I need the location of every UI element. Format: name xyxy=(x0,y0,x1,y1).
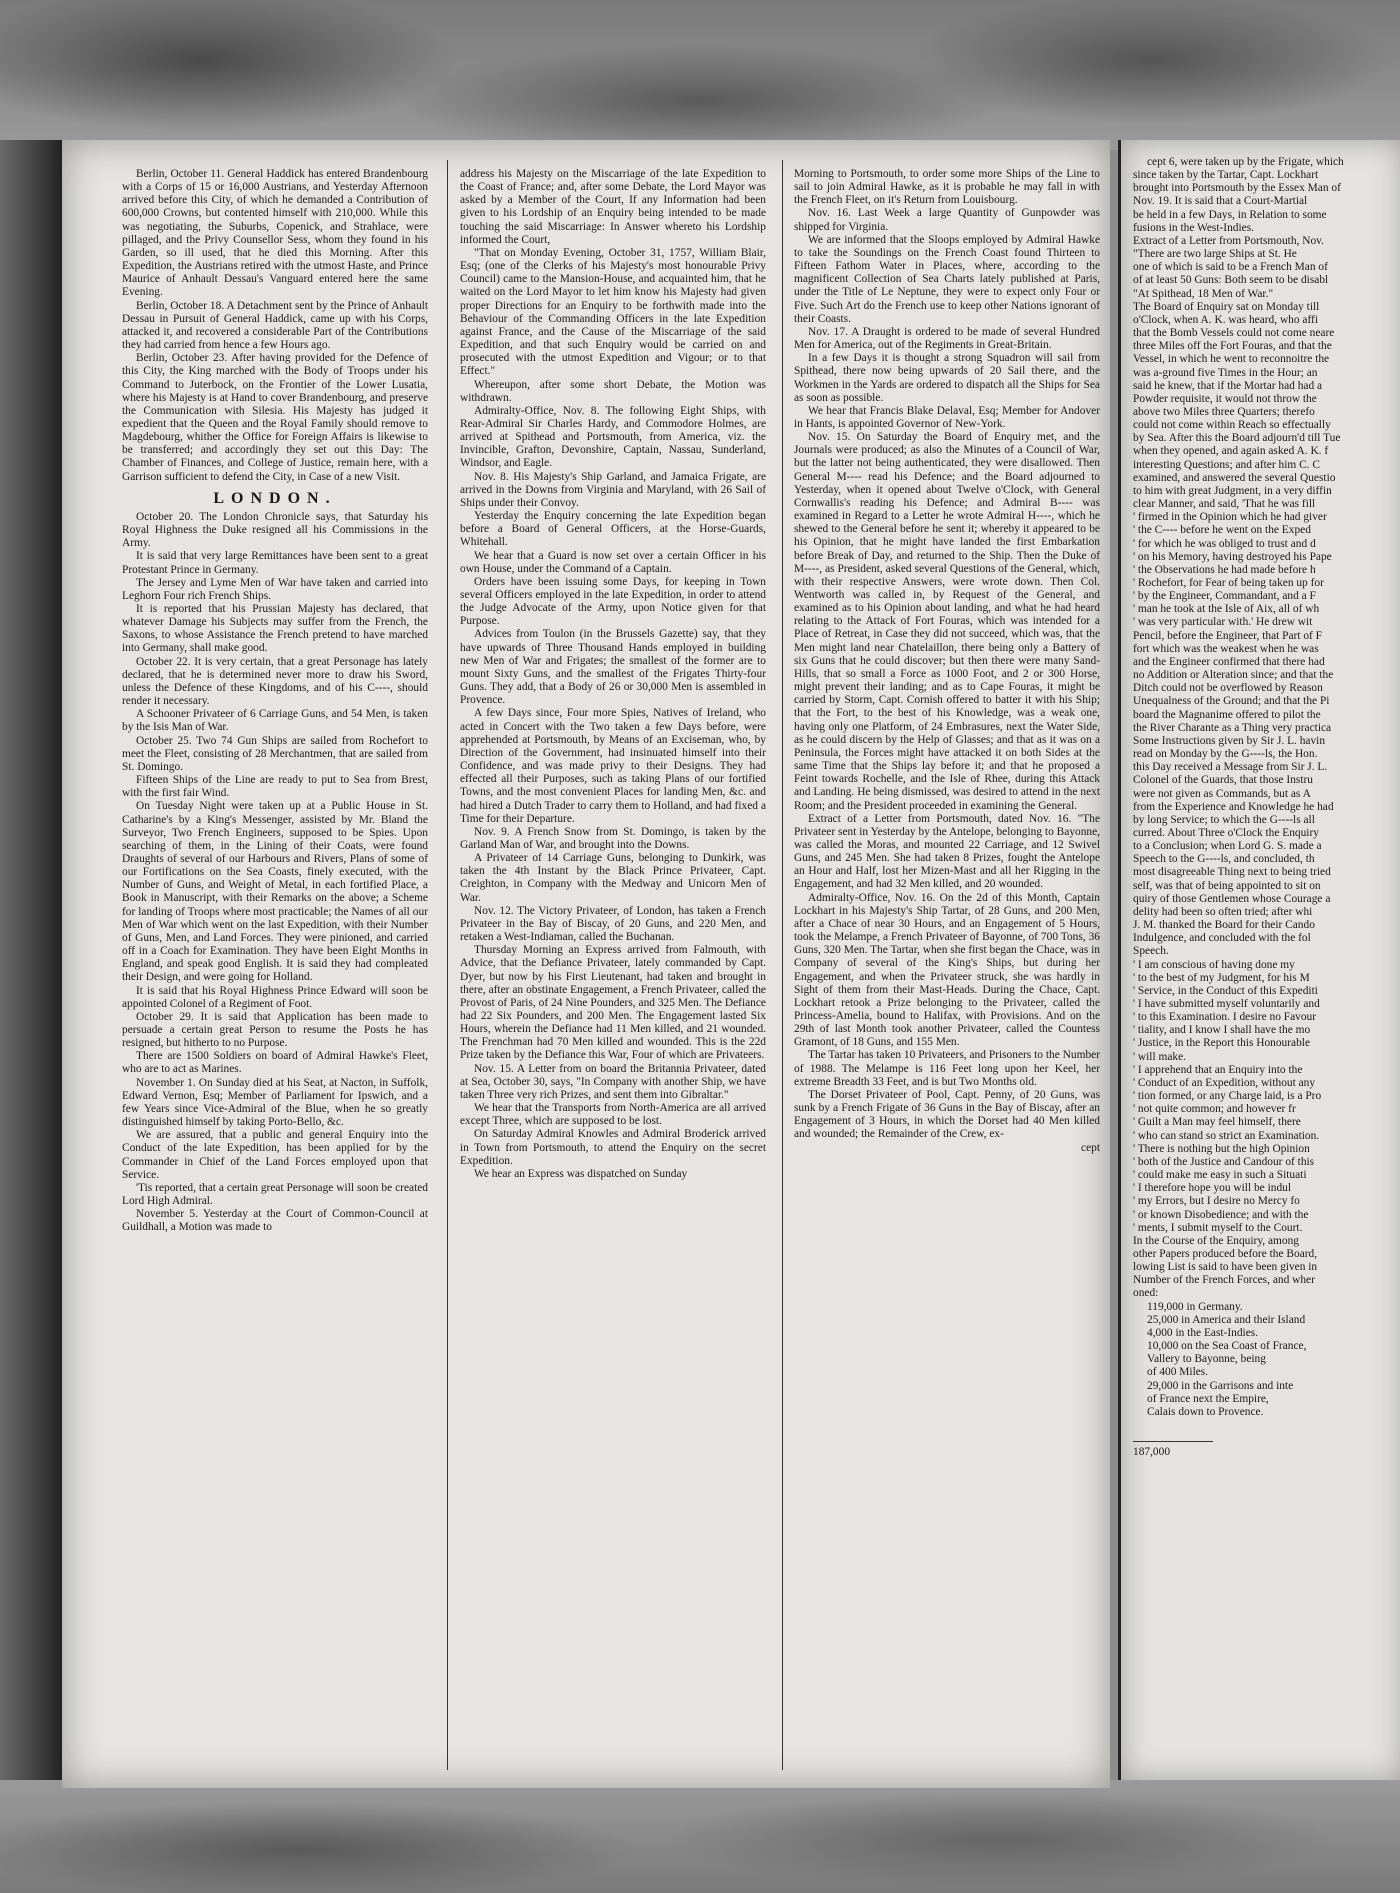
text-line: ' to the best of my Judgment, for his M xyxy=(1133,971,1310,984)
list-item: 10,000 on the Sea Coast of France, xyxy=(1147,1340,1307,1353)
article-paragraph: We hear that a Guard is now set over a certain Officer in his own House, under the Command of a Captain. xyxy=(460,549,766,575)
text-line: "At Spithead, 18 Men of War." xyxy=(1133,287,1274,300)
text-line: above two Miles three Quarters; therefo xyxy=(1133,405,1315,418)
text-line: oned: xyxy=(1133,1287,1159,1300)
text-line: fusions in the West-Indies. xyxy=(1133,221,1254,234)
text-line: In the Course of the Enquiry, among xyxy=(1133,1234,1299,1247)
column-1-bottom xyxy=(122,511,428,1235)
text-line: ' the C---- before he went on the Exped xyxy=(1133,524,1311,537)
text-line: that the Bomb Vessels could not come neare xyxy=(1133,327,1335,340)
text-line: ' man he took at the Isle of Aix, all of wh xyxy=(1133,603,1320,616)
text-line: when they opened, and again asked A. K. f xyxy=(1133,445,1329,458)
text-line: ' to this Examination. I desire no Favour xyxy=(1133,1011,1317,1024)
text-line: ' ments, I submit myself to the Court. xyxy=(1133,1221,1303,1234)
text-line: Colonel of the Guards, that those Instru xyxy=(1133,774,1314,787)
list-item: 4,000 in the East-Indies. xyxy=(1147,1326,1259,1339)
text-line: read on Monday by the G----ls, the Hon. xyxy=(1133,748,1318,761)
text-line: ' or known Disobedience; and with the xyxy=(1133,1208,1309,1221)
text-line: said he knew, that if the Mortar had had a xyxy=(1133,379,1323,392)
text-line: to him with great Judgment, in a very diffin xyxy=(1133,484,1332,497)
article-paragraph: A Schooner Privateer of 6 Carriage Guns, and 54 Men, is taken by the Isis Man of War. xyxy=(122,708,428,734)
column-rule xyxy=(782,160,783,1770)
text-line: quiry of those Gentlemen whose Courage a xyxy=(1133,892,1331,905)
article-paragraph: Orders have been issuing some Days, for keeping in Town several Officers employed in the late Expedition, in order to attend the Judge Advocate of the Army, upon Notice given for that Purpose. xyxy=(460,575,766,628)
article-paragraph: It is reported that his Prussian Majesty has declared, that whatever Damage his Subjects may suffer from the French, the Saxons, to whose Assistance the French pretend to have marched into Germany, shall make good. xyxy=(122,603,428,655)
text-line: other Papers produced before the Board, xyxy=(1133,1247,1318,1260)
text-line: ' tion formed, or any Charge laid, is a Pro xyxy=(1133,1090,1322,1103)
text-line: board the Magnanime offered to pilot the xyxy=(1133,708,1321,721)
text-line: interesting Questions; and after him C. C xyxy=(1133,458,1320,471)
article-paragraph: Advices from Toulon (in the Brussels Gazette) say, that they have upwards of Three Thousand Hands employed in building new Men of War and Frigates; the smallest of the former are to mount Sixty Guns, and the smallest of the Frigates Thirty-four Guns. They add, that a Body of 26 or 30,000 Men is assembled in Provence. xyxy=(460,628,766,707)
article-paragraph: October 29. It is said that Application has been made to persuade a certain great Person to resume the Posts he has resigned, but hitherto to no Purpose. xyxy=(122,1010,428,1050)
text-line: ' I apprehend that an Enquiry into the xyxy=(1133,1063,1303,1076)
text-line: Extract of a Letter from Portsmouth, Nov. xyxy=(1133,234,1324,247)
text-line: ' was very particular with.' He drew wit xyxy=(1133,616,1313,629)
article-paragraph: Nov. 15. A Letter from on board the Britannia Privateer, dated at Sea, October 30, says, "In Company with another Ship, we have taken Three very rich Prizes, and sent them into Gibraltar." xyxy=(460,1062,766,1101)
column-3 xyxy=(794,168,1100,1758)
text-line: ' who can stand so strict an Examination. xyxy=(1133,1129,1320,1142)
text-line: curred. About Three o'Clock the Enquiry xyxy=(1133,826,1319,839)
article-paragraph: November 5. Yesterday at the Court of Common-Council at Guildhall, a Motion was made to xyxy=(122,1208,428,1234)
text-line: this Day received a Message from Sir J. L. xyxy=(1133,761,1328,774)
article-paragraph: It is said that his Royal Highness Prince Edward will soon be appointed Colonel of a Regiment of Foot. xyxy=(122,984,428,1010)
article-paragraph: November 1. On Sunday died at his Seat, at Nacton, in Suffolk, Edward Vernon, Esq; Member of Parliament for Ipswich, and a few Years since Vice-Admiral of the Blue, when he so greatly distinguished himself by taking Porto-Bello, &c. xyxy=(122,1076,428,1129)
text-line: ' There is nothing but the high Opinion xyxy=(1133,1142,1310,1155)
text-line: cept 6, were taken up by the Frigate, which xyxy=(1147,156,1344,168)
text-line: Vessel, in which he went to reconnoitre the xyxy=(1133,353,1330,366)
article-paragraph: Thursday Morning an Express arrived from Falmouth, with Advice, that the Defiance Privateer, lately commanded by Capt. Dyer, but now by his First Lieutenant, had taken and brought in there, after an obstinate Engagement, a French Privateer, called the Provost of Paris, of 24 Nine Pounders, and 325 Men. The Defiance had 22 Six Pounders, and 200 Men. The Engagement lasted Six Hours, wherein the Defiance had 11 Men killed, and 21 wounded. The Frenchman had 70 Men killed and wounded. This is the 22d Prize taken by the Defiance this War, Four of which are Privateers. xyxy=(460,944,766,1062)
list-item: of France next the Empire, xyxy=(1147,1392,1269,1405)
text-line: Speech to the G----ls, and concluded, th xyxy=(1133,853,1315,866)
catchword: cept xyxy=(1081,1141,1100,1154)
french-forces-list xyxy=(1133,1301,1400,1419)
article-paragraph: The Jersey and Lyme Men of War have taken and carried into Leghorn Four rich French Ships. xyxy=(122,576,428,602)
text-line: Indulgence, and concluded with the fol xyxy=(1133,932,1311,945)
list-item: Vallery to Bayonne, being xyxy=(1147,1353,1266,1366)
list-item: of 400 Miles. xyxy=(1147,1366,1209,1379)
left-newspaper-page xyxy=(62,140,1110,1788)
text-line: three Miles off the Fort Fouras, and that the xyxy=(1133,340,1332,353)
photocopy-shadow-top xyxy=(0,0,1400,150)
list-item: Calais down to Provence. xyxy=(1147,1405,1264,1418)
column-1 xyxy=(122,168,428,1758)
text-line: ' tiality, and I know I shall have the mo xyxy=(1133,1024,1311,1037)
article-paragraph: In a few Days it is thought a strong Squadron will sail from Spithead, there now being upwards of 20 Sail there, and the Workmen in the Yards are ordered to dispatch all the Ships for Sea as soon as possible. xyxy=(794,352,1100,404)
text-line: of at least 50 Guns: Both seem to be disabl xyxy=(1133,274,1329,287)
text-line: J. M. thanked the Board for their Cando xyxy=(1133,919,1315,932)
text-line: ' Service, in the Conduct of this Expediti xyxy=(1133,984,1318,997)
article-paragraph: We are assured, that a public and general Enquiry into the Conduct of the late Expedition, has been applied for by the Commander in Chief of the Land Forces employed upon that Service. xyxy=(122,1129,428,1181)
list-item: 25,000 in America and their Island xyxy=(1147,1313,1306,1326)
text-line: o'Clock, when A. K. was heard, who affi xyxy=(1133,313,1319,326)
text-line: the River Charante as a Thing very practica xyxy=(1133,721,1332,734)
article-paragraph: On Tuesday Night were taken up at a Public House in St. Catharine's by a King's Messenger, assisted by Mr. Bland the Surveyor, Two French Engineers, supposed to be Spies. Upon searching of them, in the Lining of their Coats, were found Draughts of several of our Harbours and Rivers, Plans of some of our Fortifications on the Sea Coasts, finely executed, with the Number of Guns, and Weight of Metal, in each fortified Place, a Book in Manuscript, with their Remarks on the above; a Scheme for landing of Troops where most practicable; the Names of all our Men of War which went on the last Expedition, with their Number of Guns, Men, and Land Forces. They were pinioned, and carried off in a Coach for Examination. They have been Eight Months in England, and speak good English. It is said they had compleated their Design, and were going for Holland. xyxy=(122,800,428,984)
text-line: lowing List is said to have been given in xyxy=(1133,1261,1318,1274)
text-line: Unequalness of the Ground; and that the Pi xyxy=(1133,695,1330,708)
article-paragraph: Berlin, October 18. A Detachment sent by the Prince of Anhault Dessau in Pursuit of General Haddick, came up with his Corps, attacked it, and recovered a considerable Part of the Contributions they had carried from hence a few Hours ago. xyxy=(122,299,428,352)
text-line: ' not quite common; and however fr xyxy=(1133,1103,1296,1116)
text-line: Speech. xyxy=(1133,945,1169,958)
article-paragraph: address his Majesty on the Miscarriage of the late Expedition to the Coast of France; and, after some Debate, the Lord Mayor was asked by a Member of the Court, If any Information had been given to his Lordship of an Enquiry being intended to be made touching the said Miscarriage: In Answer whereto his Lordship informed the Court, xyxy=(460,168,766,246)
article-paragraph: October 22. It is very certain, that a great Personage has lately declared, that he is determined never more to draw his Sword, unless the Defence of these Kingdoms, and of his C----, should render it necessary. xyxy=(122,655,428,708)
text-line: ' my Errors, but I desire no Mercy fo xyxy=(1133,1195,1300,1208)
text-line: ' both of the Justice and Candour of this xyxy=(1133,1155,1315,1168)
text-line: ' Justice, in the Report this Honourable xyxy=(1133,1037,1310,1050)
text-line: Pencil, before the Engineer, that Part of F xyxy=(1133,629,1323,642)
article-paragraph: Fifteen Ships of the Line are ready to put to Sea from Brest, with the first fair Wind. xyxy=(122,774,428,800)
article-paragraph: Yesterday the Enquiry concerning the late Expedition began before a Board of General Officers, at the Horse-Guards, Whitehall. xyxy=(460,510,766,549)
text-line: ' for which he was obliged to trust and d xyxy=(1133,537,1316,550)
article-paragraph: Nov. 9. A French Snow from St. Domingo, is taken by the Garland Man of War, and brought into the Downs. xyxy=(460,825,766,851)
article-paragraph: Admiralty-Office, Nov. 16. On the 2d of this Month, Captain Lockhart in his Majesty's Ship Tartar, of 28 Guns, and 200 Men, after a Chace of near 30 Hours, and an Engagement of 5 Hours, took the Melampe, a French Privateer of Bayonne, of 700 Tons, 36 Guns, 320 Men. The Tartar, when she first began the Chace, was in Company of several of the King's Ships, but during her Engagement, and when the Privateer struck, she was hardly in Sight of them from their Mast-Heads. During the Chace, Capt. Lockhart retook a Prize belonging to the Privateer, called the Princess-Amelia, bound to Halifax, with Provisions. And on the 29th of last Month took another Privateer, called the Countess Gramont, of 18 Guns, and 155 Men. xyxy=(794,891,1100,1049)
text-line: ' could make me easy in such a Situati xyxy=(1133,1169,1307,1182)
article-paragraph: October 25. Two 74 Gun Ships are sailed from Rochefort to meet the Fleet, consisting of 28 Merchantmen, that are sailed from St. Domingo. xyxy=(122,734,428,773)
article-paragraph: Morning to Portsmouth, to order some more Ships of the Line to sail to join Admiral Hawke, as it is probable he may fall in with the French Fleet, on it's Return from Louisbourg. xyxy=(794,168,1100,207)
text-line: ' I am conscious of having done my xyxy=(1133,958,1295,971)
text-line: since taken by the Tartar, Capt. Lockhart xyxy=(1133,169,1319,182)
text-line: were not given as Commands, but as A xyxy=(1133,787,1311,800)
right-page-text xyxy=(1133,156,1400,1301)
article-paragraph: Nov. 17. A Draught is ordered to be made of several Hundred Men for America, out of the Regiments in Great-Britain. xyxy=(794,325,1100,352)
text-line: by Sea. After this the Board adjourn'd till Tue xyxy=(1133,432,1341,445)
text-line: ' Guilt a Man may feel himself, there xyxy=(1133,1116,1301,1129)
article-paragraph: "That on Monday Evening, October 31, 1757, William Blair, Esq; (one of the Clerks of his Majesty's most honourable Privy Council) came to the Mansion-House, and acquainted him, that he waited on the Lord Mayor to let him know his Majesty had given proper Directions for an Enquiry to be forthwith made into the Behaviour of the Commanding Officers in the late Expedition against France, and the Cause of the Miscarriage of the said Expedition, and that such Enquiry would be carried on and prosecuted with the utmost Expedition and Vigour; or to that Effect." xyxy=(460,246,766,378)
text-line: ' by the Engineer, Commandant, and a F xyxy=(1133,590,1316,603)
article-paragraph: We hear an Express was dispatched on Sunday xyxy=(474,1167,688,1180)
article-paragraph: Berlin, October 23. After having provided for the Defence of this City, the King marched with the Body of Troops under his Command to Juterbock, on the Frontier of the Lower Lusatia, where his Majesty is at Hand to cover Brandenbourg, and preserve the Communication with Silesia. His Majesty has judged it expedient that the Queen and the Royal Family should remove to Magdebourg, whither the Office for Foreign Affairs is likewise to be transferred; and accordingly they set out this Day: The Chamber of Finances, and College of Justice, remain here, with a Garrison sufficient to defend the City, in Case of a new Visit. xyxy=(122,352,428,483)
text-line: Nov. 19. It is said that a Court-Martial xyxy=(1133,195,1308,208)
text-line: self, was that of being appointed to sit on xyxy=(1133,879,1321,892)
text-line: to a Conclusion; when Lord G. S. made a xyxy=(1133,840,1322,853)
article-paragraph: The Tartar has taken 10 Privateers, and Prisoners to the Number of 1988. The Melampe is 116 Feet long upon her Keel, her extreme Breadth 33 Feet, and is but Two Months old. xyxy=(794,1049,1100,1088)
text-line: one of which is said to be a French Man of xyxy=(1133,261,1328,274)
text-line: fort which was the weakest when he was xyxy=(1133,642,1319,655)
column-2 xyxy=(460,168,766,1758)
article-paragraph: There are 1500 Soldiers on board of Admiral Hawke's Fleet, who are to act as Marines. xyxy=(122,1050,428,1076)
article-paragraph: On Saturday Admiral Knowles and Admiral Broderick arrived in Town from Portsmouth, to attend the Enquiry on the secret Expedition. xyxy=(460,1128,766,1167)
text-line: no Addition or Alteration since; and that the xyxy=(1133,669,1334,682)
right-page-column xyxy=(1133,156,1400,1766)
text-line: The Board of Enquiry sat on Monday till xyxy=(1133,300,1320,313)
text-line: ' the Observations he had made before h xyxy=(1133,563,1316,576)
text-line: from the Experience and Knowledge he had xyxy=(1133,800,1334,813)
text-line: examined, and answered the several Questio xyxy=(1133,471,1336,484)
text-line: clear Manner, and said, 'That he was fill xyxy=(1133,498,1316,511)
article-paragraph: Nov. 12. The Victory Privateer, of London, has taken a French Privateer in the Bay of Biscay, of 20 Guns, and 220 Men, and retaken a West-Indiaman, called the Buchanan. xyxy=(460,904,766,944)
text-line: was a-ground five Times in the Hour; an xyxy=(1133,366,1318,379)
article-paragraph: It is said that very large Remittances have been sent to a great Protestant Prince in Germany. xyxy=(122,550,428,576)
text-line: ' on his Memory, having destroyed his Pape xyxy=(1133,550,1332,563)
article-paragraph: Nov. 8. His Majesty's Ship Garland, and Jamaica Frigate, are arrived in the Downs from Virginia and Maryland, with 26 Sail of Ships under their Convoy. xyxy=(460,470,766,509)
text-line: could not come within Reach so effectually xyxy=(1133,419,1331,432)
text-line: delity had been so often tried; after whi xyxy=(1133,905,1313,918)
text-line: ' I therefore hope you will be indul xyxy=(1133,1182,1291,1195)
article-paragraph: Whereupon, after some short Debate, the Motion was withdrawn. xyxy=(460,378,766,404)
list-item: 119,000 in Germany. xyxy=(1147,1300,1243,1313)
photocopy-shadow-bottom xyxy=(0,1780,1400,1893)
book-spine-shadow xyxy=(0,140,62,1893)
article-paragraph: The Dorset Privateer of Pool, Capt. Penny, of 20 Guns, was sunk by a French Frigate of 36 Guns in the Bay of Biscay, after an Engagement of 3 Hours, in which the Dorset had 40 Men killed and wounded; the Remainder of the Crew, ex- xyxy=(794,1088,1100,1141)
text-line: ' Rochefort, for Fear of being taken up for xyxy=(1133,577,1324,589)
text-line: ' will make. xyxy=(1133,1050,1186,1063)
column-1-top xyxy=(122,168,428,484)
article-paragraph: We hear that Francis Blake Delaval, Esq; Member for Andover in Hants, is appointed Governor of New-York. xyxy=(794,404,1100,430)
article-paragraph: October 20. The London Chronicle says, that Saturday his Royal Highness the Duke resigned all his Commissions in the Army. xyxy=(122,510,428,550)
article-paragraph: Nov. 15. On Saturday the Board of Enquiry met, and the Journals were produced; as also the Minutes of a Council of War, but the latter not being authenticated, they were disallowed. Then General M---- read his Defence; and the Board adjourned to Yesterday, when it opened about Twelve o'Clock, with General Cornwallis's reading his Defence; and Admiral B---- was examined in Regard to a Letter he wrote Admiral H----, which he shewed to the General before he sent it; whereby it appeared to be his Opinion, that he might have landed the first Embarkation before Break of Day, and returned to the Ship. Then the Duke of M----, as President, asked several Questions of the General, which, with their respective Answers, were wrote down. Then Col. Wentworth was called in, by Request of the General, and examined as to his Opinion about landing, and what he had heard relating to the Attack of Fort Fouras, which was intended for a Place of Retreat, in Case they did not succeed, which was, that the Men might land near Chatelaillon, there being only a Battery of six Guns that he could discover; but then there were many Sand-Hills, that so small a Force as 1000 Foot, and 2 or 300 Horse, might prevent their landing; and as to Cape Fouras, it might be carried by Storm, Capt. Cornish offered to batter it with his Ship; that the Fort, to the best of his Knowledge, was a weak one, having only one Platform, of 24 Embrasures, next the Water Side, as he could discern by the Help of Glasses; and that as it was on a Peninsula, the Forces might have attacked it on both Sides at the same Time that the Ships lay before it; and that he proposed a Feint towards Rochelle, and the Isle of Rhee, during this Attack and Landing. He being dismissed, was desired to attend in the next Room; and the President proceeded in examining the General. xyxy=(794,431,1100,812)
text-line: ' firmed in the Opinion which he had giver xyxy=(1133,511,1327,524)
list-item: 29,000 in the Garrisons and inte xyxy=(1147,1379,1294,1392)
text-line: brought into Portsmouth by the Essex Man of xyxy=(1133,182,1341,195)
text-line: ' I have submitted myself voluntarily and xyxy=(1133,998,1320,1010)
text-line: Powder requisite, it would not throw the xyxy=(1133,392,1317,405)
text-line: Ditch could not be overflowed by Reason xyxy=(1133,682,1323,695)
text-line: ' Conduct of an Expedition, without any xyxy=(1133,1076,1316,1089)
article-paragraph: A few Days since, Four more Spies, Natives of Ireland, who acted in Concert with the Two taken a few Days before, were apprehended at Portsmouth, by Means of an Exciseman, who, by Direction of the Government, had insinuated himself into their Confidence, and was made privy to their Designs. They had effected all their Purposes, such as taking Plans of our fortified Towns, and the most convenient Places for landing Men, &c. and had hired a Dutch Trader to carry them to Holland, and had fixed a Time for their Departure. xyxy=(460,707,766,825)
article-paragraph: We are informed that the Sloops employed by Admiral Hawke to take the Soundings on the French Coast found Thirteen to Fifteen Fathom Water in Places, where, according to the magnificent Collection of Sea Charts lately published at Paris, under the Title of Le Neptune, they were to expect only Four or Five. Such Art do the French use to keep other Nations ignorant of their Coasts. xyxy=(794,233,1100,325)
text-line: Some Instructions given by Sir J. L. havin xyxy=(1133,734,1326,747)
text-line: be held in a few Days, in Relation to some xyxy=(1133,208,1327,221)
article-paragraph: Admiralty-Office, Nov. 8. The following Eight Ships, with Rear-Admiral Sir Charles Hardy, and Commodore Holmes, are arrived at Spithead and Portsmouth, from America, viz. the Invincible, Grafton, Devonshire, Captain, Nassau, Sunderland, Windsor, and Eagle. xyxy=(460,404,766,470)
text-line: by long Service; to which the G----ls all xyxy=(1133,813,1315,826)
article-paragraph: A Privateer of 14 Carriage Guns, belonging to Dunkirk, was taken the 4th Instant by the Black Prince Privateer, Capt. Creighton, in Company with the Medway and Unicorn Men of War. xyxy=(460,852,766,904)
article-paragraph: Extract of a Letter from Portsmouth, dated Nov. 16. "The Privateer sent in Yesterday by the Antelope, belonging to Bayonne, was called the Moras, and mounted 22 Carriage, and 12 Swivel Guns, and 245 Men. She had taken 8 Prizes, fought the Antelope an Hour and Half, lost her Mizen-Mast and all her Rigging in the Engagement, and had 32 Men killed, and 20 wounded. xyxy=(794,812,1100,891)
article-paragraph: 'Tis reported, that a certain great Personage will soon be created Lord High Admiral. xyxy=(122,1181,428,1208)
text-line: and the Engineer confirmed that there had xyxy=(1133,655,1325,668)
section-heading-london: LONDON. xyxy=(213,489,337,507)
forces-total: 187,000 xyxy=(1133,1441,1213,1459)
article-paragraph: We hear that the Transports from North-America are all arrived except Three, which are supposed to be lost. xyxy=(460,1102,766,1128)
text-line: Number of the French Forces, and wher xyxy=(1133,1274,1315,1287)
right-newspaper-page-fragment xyxy=(1118,140,1400,1780)
text-line: "There are two large Ships at St. He xyxy=(1133,248,1297,261)
article-paragraph: Nov. 16. Last Week a large Quantity of Gunpowder was shipped for Virginia. xyxy=(794,207,1100,233)
article-paragraph: Berlin, October 11. General Haddick has entered Brandenbourg with a Corps of 15 or 16,000 Austrians, and Yesterday Afternoon arrived before this City, of which he demanded a Contribution of 600,000 Crowns, but contented himself with 210,000. While this was negotiating, the Suburbs, Copenick, and Strahlace, were pillaged, and the Privy Counsellor Sess, whom they found in his Garden, so ill used, that he died this Morning. After this Expedition, the Austrians retired with the utmost Haste, and Prince Maurice of Anhault Dessau's Vanguard entered here the same Evening. xyxy=(122,168,428,299)
text-line: most disagreeable Thing next to being tried xyxy=(1133,866,1331,879)
column-rule xyxy=(447,160,448,1770)
